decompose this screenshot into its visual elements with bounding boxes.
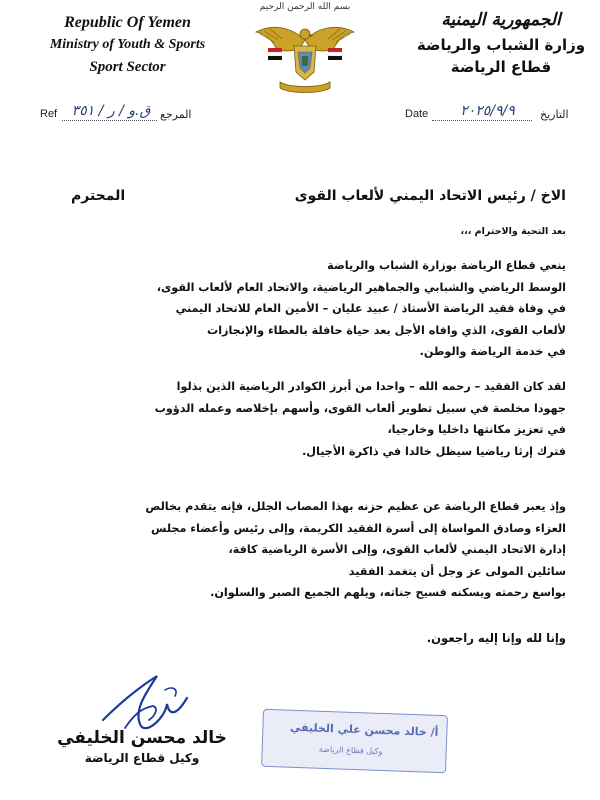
ref-value: ق.و / ر / ٣٥١ — [71, 103, 151, 119]
paragraph-line: في تعزيز مكانتها داخليا وخارجيا، — [387, 423, 566, 436]
paragraph-line: لقد كان الفقيد – رحمه الله – واحدا من أبرز الكوادر الرياضية الذين بذلوا — [176, 380, 566, 393]
paragraph-line: في خدمة الرياضة والوطن. — [419, 345, 566, 358]
stamp-role: وكيل قطاع الرياضة — [318, 744, 383, 756]
ref-label-ar: المرجع — [160, 108, 192, 121]
signatory-role: وكيل قطاع الرياضة — [84, 751, 200, 765]
date-underline — [432, 120, 532, 121]
yemen-emblem-icon — [250, 18, 360, 98]
paragraph-1 — [76, 255, 566, 363]
ref-underline — [62, 120, 157, 121]
greeting: بعد التحية والاحترام ،،، — [460, 226, 566, 237]
ref-label: Ref — [40, 108, 58, 120]
header-sector-ar: قطاع الرياضة — [450, 58, 552, 76]
header-arabic — [416, 6, 586, 78]
addressee-honorific: المحترم — [71, 188, 126, 204]
paragraph-line: إدارة الاتحاد اليمني لألعاب القوى، وإلى الأسرة الرياضية كافة، — [228, 543, 566, 556]
paragraph-line: فترك إرثا رياضيا سيظل خالدا في ذاكرة الأجيال. — [302, 444, 566, 458]
paragraph-line: في وفاة فقيد الرياضة الأستاذ / عبيد عليان – الأمين العام للاتحاد اليمني — [175, 302, 566, 315]
date-value: ٢٠٢٥/٩/٩ — [460, 103, 515, 119]
header-sector: Sport Sector — [89, 59, 166, 75]
paragraph-line: لألعاب القوى، الذي وافاه الأجل بعد حياة حافلة بالعطاء والإنجازات — [206, 323, 566, 337]
paragraph-line: العزاء وصادق المواساة إلى أسرة الفقيد الكريمة، وإلى رئيس وأعضاء مجلس — [151, 521, 566, 535]
addressee-to: الاخ / رئيس الاتحاد اليمني لألعاب القوى — [294, 188, 566, 204]
basmala: بسم الله الرحمن الرحيم — [259, 2, 351, 12]
addressee — [31, 188, 566, 204]
paragraph-line: جهودا مخلصة في سبيل تطوير ألعاب القوى، وأسهم بإخلاصه وعمله الدؤوب — [154, 401, 566, 415]
stamp-name: أ/ خالد محسن علي الخليفي — [289, 720, 439, 739]
header-english — [40, 12, 215, 78]
date-label-ar: التاريخ — [540, 108, 569, 121]
paragraph-line: وإذ يعبر قطاع الرياضة عن عظيم حزنه بهذا المصاب الجلل، فإنه يتقدم بخالص — [145, 500, 566, 513]
paragraph-3 — [76, 496, 566, 604]
paragraph-line: سائلين المولى عز وجل أن يتغمد الفقيد — [348, 564, 566, 578]
paragraph-line: بواسع رحمته ويسكنه فسيح جناته، ويلهم الجميع الصبر والسلوان. — [210, 586, 566, 599]
header-country: Republic Of Yemen — [64, 14, 191, 31]
signatory-name: خالد محسن الخليفي — [57, 728, 227, 748]
paragraph-line: الوسط الرياضي والشبابي والجماهير الرياضية، والاتحاد العام لألعاب القوى، — [156, 280, 566, 294]
paragraph-line: ينعي قطاع الرياضة بوزارة الشباب والرياضة — [327, 259, 566, 272]
header-country-ar: الجمهورية اليمنية — [441, 10, 561, 30]
closing-line: وإنا لله وإنا إليه راجعون. — [426, 631, 566, 645]
paragraph-2 — [76, 376, 566, 462]
official-stamp — [261, 709, 448, 773]
date-label: Date — [405, 108, 429, 120]
header-ministry-ar: وزارة الشباب والرياضة — [416, 36, 586, 54]
header-ministry: Ministry of Youth & Sports — [49, 37, 206, 52]
